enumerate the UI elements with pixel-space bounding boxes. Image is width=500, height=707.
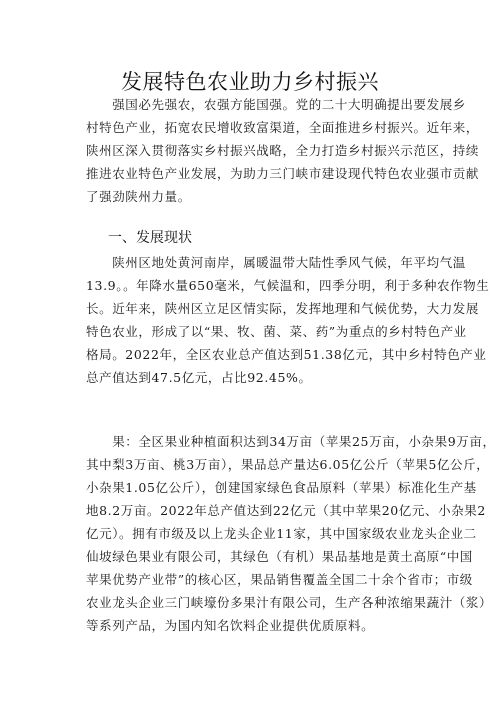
paragraph-line: 特色农业，形成了以“果、牧、菌、菜、药”为重点的乡村特色产业	[86, 324, 467, 339]
paragraph-line: 陕州区地处黄河南岸，属暖温带大陆性季风气候，年平均气温	[86, 255, 466, 270]
paragraph-line: 了强劲陕州力量。	[86, 189, 191, 204]
intro-paragraph	[86, 93, 480, 208]
paragraph-line: 等系列产品，为国内知名饮料企业提供优质原料。	[86, 618, 375, 633]
paragraph-line: 村特色产业，拓宽农民增收致富渠道，全面推进乡村振兴。近年来，	[86, 120, 480, 135]
paragraph-line: 苹果优势产业带”的核心区，果品销售覆盖全国二十余个省市；市级	[86, 572, 473, 587]
paragraph-line: 总产值达到47.5亿元，占比92.45%。	[86, 370, 312, 385]
paragraph-line: 仙坡绿色果业有限公司，其绿色（有机）果品基地是黄土高原“中国	[86, 549, 473, 564]
paragraph-line: 小杂果1.05亿公斤），创建国家绿色食品原料（苹果）标准化生产基	[86, 480, 477, 495]
paragraph-line: 长。近年来，陕州区立足区情实际，发挥地理和气候优势，大力发展	[86, 301, 480, 316]
paragraph-line: 其中梨3万亩、桃3万亩），果品总产量达6.05亿公斤（苹果5亿公斤，	[86, 457, 490, 472]
paragraph-line: 农业龙头企业三门峡壕份多果汁有限公司，生产各种浓缩果蔬汁（浆）	[86, 595, 493, 610]
paragraph-line: 强国必先强农，农强方能国强。党的二十大明确提出要发展乡	[86, 97, 466, 112]
paragraph-line: 格局。2022年，全区农业总产值达到51.38亿元，其中乡村特色产业	[86, 347, 487, 362]
document-title: 发展特色农业助力乡村振兴	[121, 70, 379, 94]
paragraph-line: 地8.2万亩。2022年总产值达到22亿元（其中苹果20亿元、小杂果2	[86, 503, 486, 518]
paragraph-line: 果：全区果业种植面积达到34万亩（苹果25万亩，小杂果9万亩，	[86, 434, 496, 449]
paragraph-line: 亿元）。拥有市级及以上龙头企业11家，其中国家级农业龙头企业二	[86, 526, 477, 541]
paragraph-line: 推进农业特色产业发展，为助力三门峡市建设现代特色农业强市贡献	[86, 166, 480, 181]
development-status-paragraph	[86, 251, 490, 389]
paragraph-line: 陕州区深入贯彻落实乡村振兴战略，全力打造乡村振兴示范区，持续	[86, 143, 480, 158]
fruit-industry-paragraph	[86, 430, 496, 637]
section-heading: 一、发展现状	[108, 230, 192, 246]
paragraph-line: 13.9。。年降水量650毫米，气候温和，四季分明，利于多种农作物生	[86, 278, 490, 293]
